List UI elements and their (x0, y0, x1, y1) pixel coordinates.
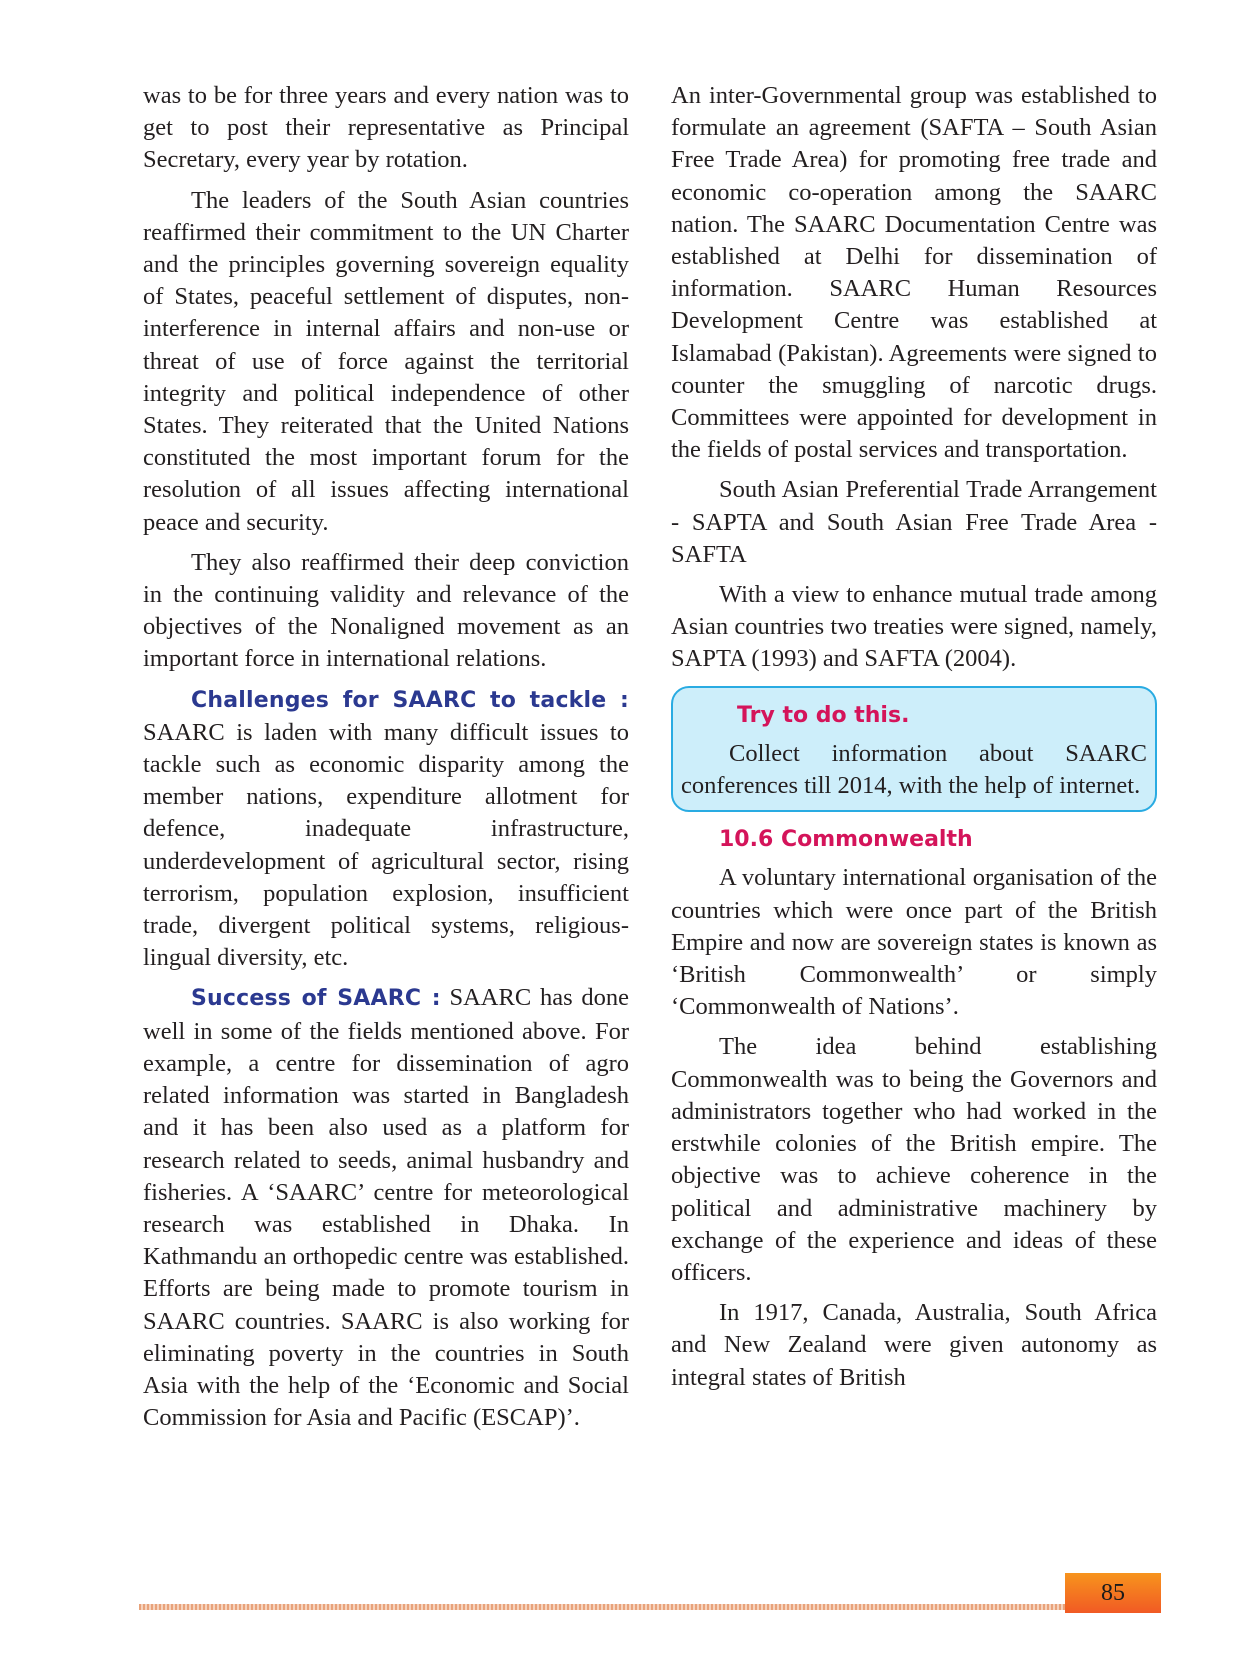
right-column (671, 80, 1157, 1402)
footer-divider (139, 1604, 1065, 1610)
challenges-text: SAARC is laden with many difficult issues to tackle such as economic disparity among the member nations, expenditure allotment for defence, inadequate infrastructure, underdevelopment of agricultural sector, rising terrorism, population explosion, insufficient trade, divergent political systems, religious-lingual diversity, etc. (143, 718, 629, 972)
success-text: SAARC has done well in some of the fields mentioned above. For example, a centre for dissemination of agro related information was started in Bangladesh and it has been also used as a platform for research related to seeds, animal husbandry and fisheries. A ‘SAARC’ centre for meteorological research was established in Dhaka. In Kathmandu an orthopedic centre was established. Efforts are being made to promote tourism in SAARC countries. SAARC is also working for eliminating poverty in the countries in South Asia with the help of the ‘Economic and Social Commission for Asia and Pacific (ESCAP)’. (143, 984, 630, 1432)
paragraph: With a view to enhance mutual trade among Asian countries two treaties were signed, namely, SAPTA (1993) and SAFTA (2004). (671, 581, 1157, 673)
left-column (143, 80, 629, 1442)
success-paragraph (143, 982, 629, 1434)
paragraph: In 1917, Canada, Australia, South Africa and New Zealand were given autonomy as integral states of British (671, 1299, 1157, 1391)
success-heading: Success of SAARC : (191, 986, 441, 1012)
try-box-title: Try to do this. (737, 702, 910, 728)
challenges-heading: Challenges for SAARC to tackle : (191, 687, 629, 713)
paragraph: A voluntary international organisation of the countries which were once part of the British Empire and now are sovereign states is known as ‘British Commonwealth’ or simply ‘Commonwealth of Nations’. (671, 864, 1157, 1021)
paragraph: They also reaffirmed their deep conviction in the continuing validity and relevance of the objectives of the Nonaligned movement as an important force in international relations. (143, 548, 629, 673)
paragraph: An inter-Governmental group was established to formulate an agreement (SAFTA – South Asian Free Trade Area) for promoting free trade and economic co-operation among the SAARC nation. The SAARC Documentation Centre was established at Delhi for dissemination of information. SAARC Human Resources Development Centre was established at Islamabad (Pakistan). Agreements were signed to counter the smuggling of narcotic drugs. Committees were appointed for development in the fields of postal services and transportation. (671, 82, 1157, 464)
try-to-do-this-box (671, 686, 1157, 813)
section-heading: 10.6 Commonwealth (719, 827, 973, 853)
try-box-text: Collect information about SAARC conferences till 2014, with the help of internet. (681, 739, 1147, 800)
paragraph: was to be for three years and every nation was to get to post their representative as Principal Secretary, every year by rotation. (143, 82, 629, 174)
paragraph: The leaders of the South Asian countries reaffirmed their commitment to the UN Charter and the principles governing sovereign equality of States, peaceful settlement of disputes, non-interference in internal affairs and non-use or threat of use of force against the territorial integrity and political independence of other States. They reiterated that the United Nations constituted the most important forum for the resolution of all issues affecting international peace and security. (143, 186, 629, 536)
page-number: 85 (1065, 1573, 1161, 1613)
challenges-paragraph (143, 684, 629, 975)
paragraph: South Asian Preferential Trade Arrangement - SAPTA and South Asian Free Trade Area - SAFTA (671, 476, 1157, 568)
paragraph: The idea behind establishing Commonwealth was to being the Governors and administrators together who had worked in the erstwhile colonies of the British empire. The objective was to achieve coherence in the political and administrative machinery by exchange of the experience and ideas of these officers. (671, 1033, 1157, 1286)
